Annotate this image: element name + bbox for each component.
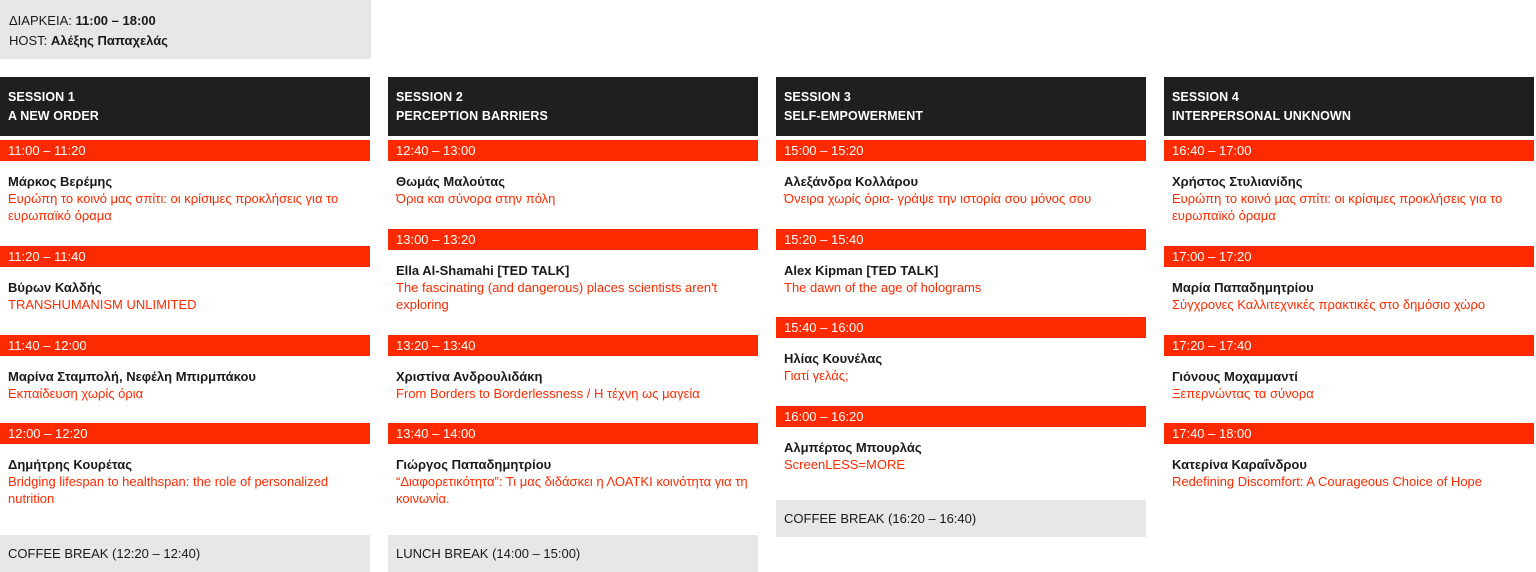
slot-time: 13:20 – 13:40 <box>388 335 758 356</box>
talk <box>1164 444 1534 490</box>
break-box: COFFEE BREAK (16:20 – 16:40) <box>776 500 1146 537</box>
slot <box>776 229 1146 296</box>
session-number: SESSION 4 <box>1172 90 1239 104</box>
talk-title[interactable]: Ξεπερνώντας τα σύνορα <box>1172 386 1314 401</box>
talk-title[interactable]: Όρια και σύνορα στην πόλη <box>396 191 556 206</box>
talk <box>1164 161 1534 224</box>
session-column-3 <box>776 77 1146 526</box>
session-name: INTERPERSONAL UNKNOWN <box>1172 109 1351 123</box>
slot <box>1164 140 1534 224</box>
session-name: A NEW ORDER <box>8 109 99 123</box>
talk <box>0 161 370 224</box>
speaker-name: Κατερίνα Καραΐνδρου <box>1172 457 1307 472</box>
talk-title[interactable]: The fascinating (and dangerous) places scientists aren't exploring <box>396 280 718 312</box>
speaker-name: Δημήτρης Κουρέτας <box>8 457 133 472</box>
talk-title[interactable]: Ευρώπη το κοινό μας σπίτι: οι κρίσιμες προκλήσεις για το ευρωπαϊκό όραμα <box>8 191 339 223</box>
talk-title[interactable]: Εκπαίδευση χωρίς όρια <box>8 386 144 401</box>
talk-title[interactable]: “Διαφορετικότητα”: Τι μας διδάσκει η ΛΟΑΤΚΙ κοινότητα για τη κοινωνία. <box>396 474 748 506</box>
slot-time: 16:40 – 17:00 <box>1164 140 1534 161</box>
slot <box>1164 246 1534 313</box>
speaker-name: Μαρίνα Σταμπολή, Νεφέλη Μπιρμπάκου <box>8 369 257 384</box>
session-column-1 <box>0 77 370 561</box>
talk <box>0 444 370 507</box>
host-value: Αλέξης Παπαχελάς <box>50 33 168 48</box>
speaker-name: Βύρων Καλδής <box>8 280 102 295</box>
session-header <box>776 77 1146 136</box>
slot <box>388 335 758 402</box>
session-header <box>0 77 370 136</box>
session-name: PERCEPTION BARRIERS <box>396 109 548 123</box>
slot-time: 16:00 – 16:20 <box>776 406 1146 427</box>
slot-time: 11:00 – 11:20 <box>0 140 370 161</box>
session-header <box>388 77 758 136</box>
duration-label: ΔΙΑΡΚΕΙΑ: <box>9 13 72 28</box>
speaker-name: Αλμπέρτος Μπουρλάς <box>784 440 922 455</box>
slot-time: 11:40 – 12:00 <box>0 335 370 356</box>
host-label: HOST: <box>9 33 48 48</box>
slot-time: 17:00 – 17:20 <box>1164 246 1534 267</box>
talk <box>776 250 1146 296</box>
speaker-name: Μαρία Παπαδημητρίου <box>1172 280 1314 295</box>
slot-time: 13:40 – 14:00 <box>388 423 758 444</box>
duration-line <box>9 11 371 31</box>
talk <box>776 161 1146 207</box>
event-info-box <box>0 0 371 59</box>
session-number: SESSION 3 <box>784 90 851 104</box>
talk <box>776 427 1146 473</box>
talk-title[interactable]: Ευρώπη το κοινό μας σπίτι: οι κρίσιμες προκλήσεις για το ευρωπαϊκό όραμα <box>1172 191 1503 223</box>
slot-time: 15:20 – 15:40 <box>776 229 1146 250</box>
slot-time: 15:00 – 15:20 <box>776 140 1146 161</box>
talk-title[interactable]: TRANSHUMANISM UNLIMITED <box>8 297 197 312</box>
talk-title[interactable]: From Borders to Borderlessness / Η τέχνη ως μαγεία <box>396 386 700 401</box>
talk-title[interactable]: Bridging lifespan to healthspan: the role of personalized nutrition <box>8 474 329 506</box>
slot-time: 12:40 – 13:00 <box>388 140 758 161</box>
session-number: SESSION 2 <box>396 90 463 104</box>
slot-time: 17:40 – 18:00 <box>1164 423 1534 444</box>
slot-time: 15:40 – 16:00 <box>776 317 1146 338</box>
session-number: SESSION 1 <box>8 90 75 104</box>
talk-title[interactable]: Redefining Discomfort: A Courageous Choice of Hope <box>1172 474 1483 489</box>
talk <box>0 267 370 313</box>
slot <box>0 140 370 224</box>
speaker-name: Αλεξάνδρα Κολλάρου <box>784 174 919 189</box>
talk <box>0 356 370 402</box>
slot-time: 17:20 – 17:40 <box>1164 335 1534 356</box>
talk <box>388 161 758 207</box>
talk <box>388 250 758 313</box>
host-line <box>9 31 371 51</box>
slot <box>0 423 370 507</box>
talk-title[interactable]: Γιατί γελάς; <box>784 368 849 383</box>
speaker-name: Χρήστος Στυλιανίδης <box>1172 174 1303 189</box>
slot-time: 13:00 – 13:20 <box>388 229 758 250</box>
slot <box>0 246 370 313</box>
slot <box>776 140 1146 207</box>
duration-value: 11:00 – 18:00 <box>75 13 156 28</box>
break-box: LUNCH BREAK (14:00 – 15:00) <box>388 535 758 572</box>
speaker-name: Γιόνους Μοχαμμαντί <box>1172 369 1298 384</box>
slot <box>1164 335 1534 402</box>
slot-time: 11:20 – 11:40 <box>0 246 370 267</box>
slot <box>776 406 1146 473</box>
talk <box>388 356 758 402</box>
slot <box>388 140 758 207</box>
slot <box>0 335 370 402</box>
talk-title[interactable]: Όνειρα χωρίς όρια- γράψε την ιστορία σου μόνος σου <box>784 191 1092 206</box>
slot <box>388 423 758 507</box>
slot <box>388 229 758 313</box>
talk-title[interactable]: ScreenLESS=MORE <box>784 457 906 472</box>
speaker-name: Γιώργος Παπαδημητρίου <box>396 457 552 472</box>
session-name: SELF-EMPOWERMENT <box>784 109 924 123</box>
speaker-name: Alex Kipman [TED TALK] <box>784 263 939 278</box>
talk-title[interactable]: The dawn of the age of holograms <box>784 280 982 295</box>
talk <box>1164 267 1534 313</box>
speaker-name: Μάρκος Βερέμης <box>8 174 113 189</box>
talk <box>388 444 758 507</box>
speaker-name: Ella Al-Shamahi [TED TALK] <box>396 263 570 278</box>
speaker-name: Θωμάς Μαλούτας <box>396 174 506 189</box>
session-header <box>1164 77 1534 136</box>
speaker-name: Χριστίνα Ανδρουλιδάκη <box>396 369 543 384</box>
session-column-4 <box>1164 77 1534 489</box>
slot-time: 12:00 – 12:20 <box>0 423 370 444</box>
session-column-2 <box>388 77 758 561</box>
talk-title[interactable]: Σύγχρονες Καλλιτεχνικές πρακτικές στο δημόσιο χώρο <box>1172 297 1486 312</box>
talk <box>776 338 1146 384</box>
slot <box>776 317 1146 384</box>
break-box: COFFEE BREAK (12:20 – 12:40) <box>0 535 370 572</box>
slot <box>1164 423 1534 490</box>
speaker-name: Ηλίας Κουνέλας <box>784 351 883 366</box>
talk <box>1164 356 1534 402</box>
